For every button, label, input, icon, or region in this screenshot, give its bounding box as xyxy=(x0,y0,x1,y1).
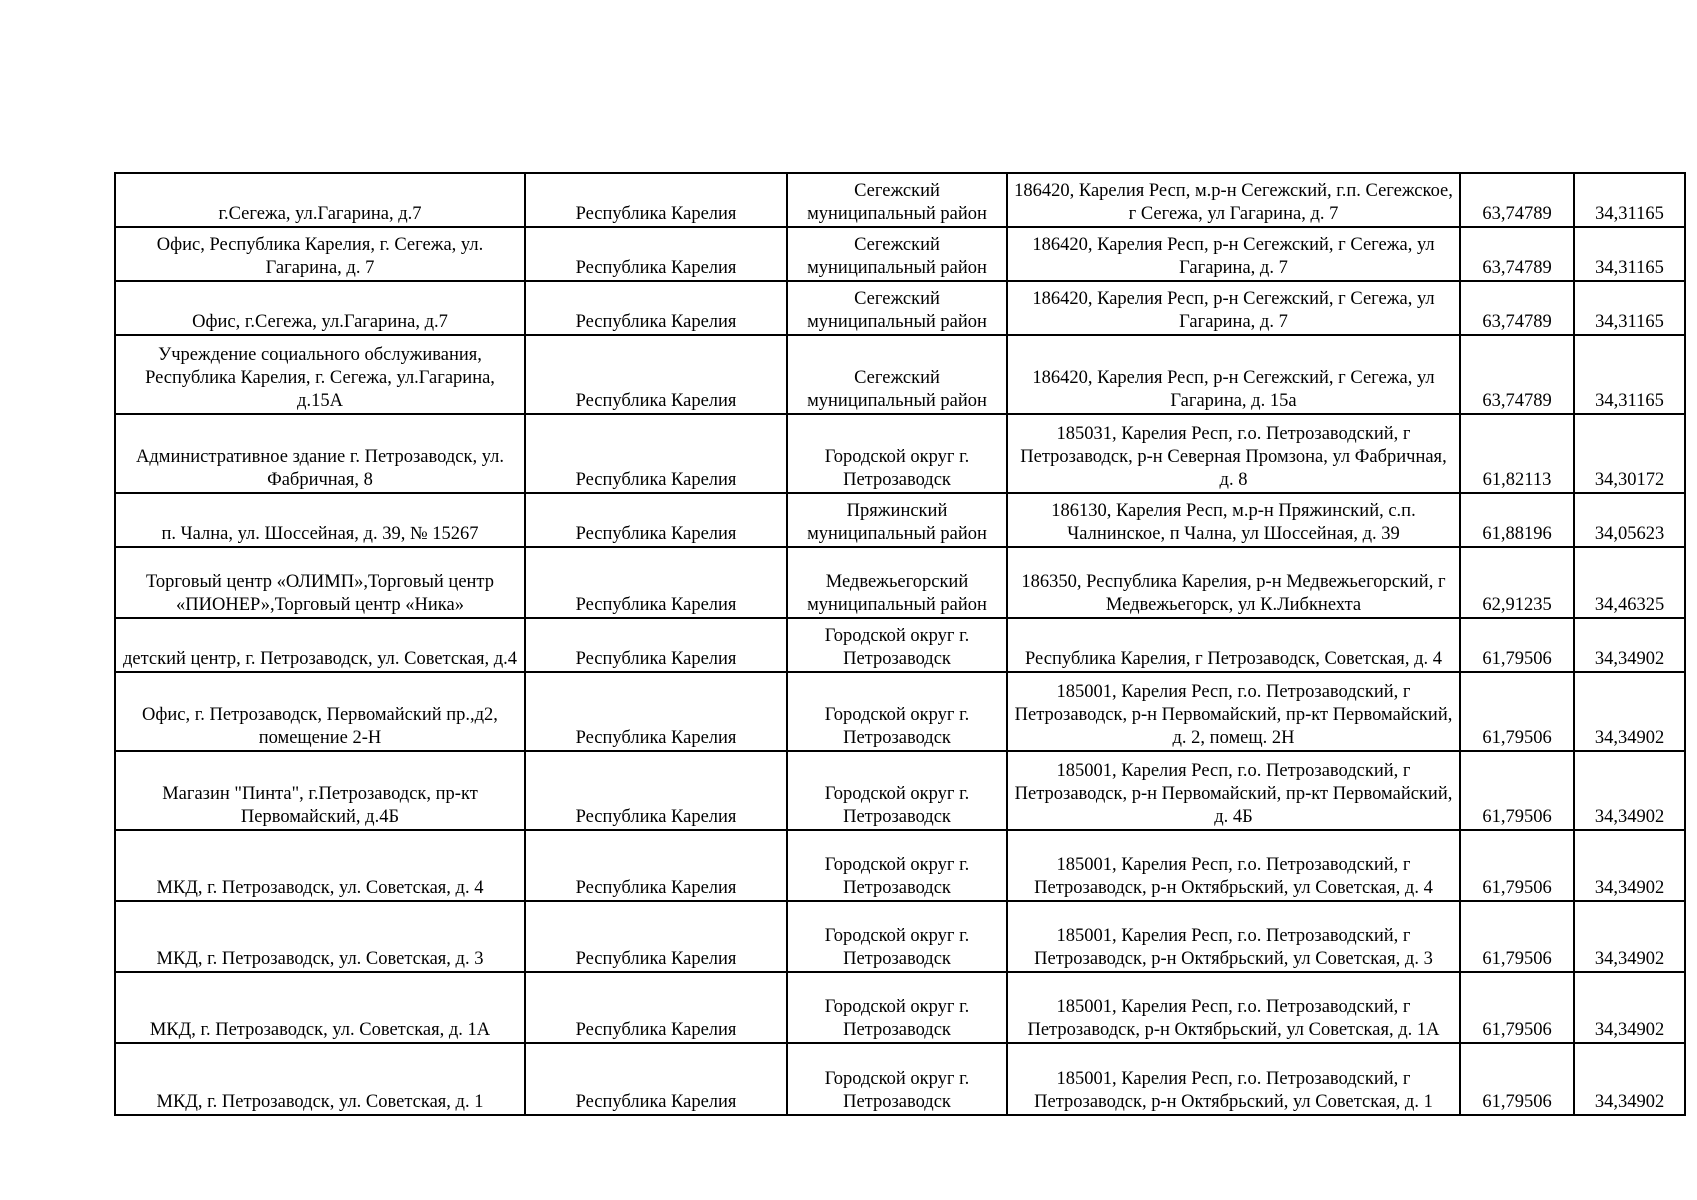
locations-table xyxy=(114,172,1686,1116)
cell-object-name: Административное здание г. Петрозаводск, ул. Фабричная, 8 xyxy=(115,414,525,493)
cell-address: 186420, Карелия Респ, р-н Сегежский, г Сегежа, ул Гагарина, д. 7 xyxy=(1007,227,1460,281)
cell-address: 186420, Карелия Респ, р-н Сегежский, г Сегежа, ул Гагарина, д. 7 xyxy=(1007,281,1460,335)
cell-longitude: 34,31165 xyxy=(1574,335,1685,414)
cell-longitude: 34,31165 xyxy=(1574,173,1685,227)
cell-latitude: 61,79506 xyxy=(1460,618,1574,672)
cell-region: Республика Карелия xyxy=(525,227,787,281)
cell-latitude: 62,91235 xyxy=(1460,547,1574,618)
cell-address: 186350, Республика Карелия, р-н Медвежьегорский, г Медвежьегорск, ул К.Либкнехта xyxy=(1007,547,1460,618)
cell-address: 185001, Карелия Респ, г.о. Петрозаводский, г Петрозаводск, р-н Первомайский, пр-кт Первомайский, д. 2, помещ. 2Н xyxy=(1007,672,1460,751)
table-row xyxy=(115,972,1685,1043)
cell-object-name: МКД, г. Петрозаводск, ул. Советская, д. 1 xyxy=(115,1043,525,1115)
cell-longitude: 34,34902 xyxy=(1574,972,1685,1043)
cell-longitude: 34,31165 xyxy=(1574,227,1685,281)
cell-latitude: 63,74789 xyxy=(1460,173,1574,227)
cell-longitude: 34,46325 xyxy=(1574,547,1685,618)
cell-region: Республика Карелия xyxy=(525,618,787,672)
cell-latitude: 61,79506 xyxy=(1460,972,1574,1043)
cell-region: Республика Карелия xyxy=(525,493,787,547)
cell-longitude: 34,34902 xyxy=(1574,618,1685,672)
cell-longitude: 34,30172 xyxy=(1574,414,1685,493)
cell-region: Республика Карелия xyxy=(525,281,787,335)
cell-object-name: Торговый центр «ОЛИМП»,Торговый центр «ПИОНЕР»,Торговый центр «Ника» xyxy=(115,547,525,618)
table-row xyxy=(115,281,1685,335)
cell-district: Городской округ г. Петрозаводск xyxy=(787,672,1007,751)
cell-address: 185001, Карелия Респ, г.о. Петрозаводский, г Петрозаводск, р-н Октябрьский, ул Советская, д. 1 xyxy=(1007,1043,1460,1115)
cell-district: Пряжинский муниципальный район xyxy=(787,493,1007,547)
table-row xyxy=(115,493,1685,547)
cell-latitude: 61,88196 xyxy=(1460,493,1574,547)
cell-latitude: 61,79506 xyxy=(1460,751,1574,830)
cell-latitude: 61,79506 xyxy=(1460,672,1574,751)
cell-district: Городской округ г. Петрозаводск xyxy=(787,972,1007,1043)
cell-longitude: 34,34902 xyxy=(1574,1043,1685,1115)
cell-region: Республика Карелия xyxy=(525,547,787,618)
cell-longitude: 34,34902 xyxy=(1574,751,1685,830)
cell-district: Медвежьегорский муниципальный район xyxy=(787,547,1007,618)
cell-address: Республика Карелия, г Петрозаводск, Советская, д. 4 xyxy=(1007,618,1460,672)
table-row xyxy=(115,227,1685,281)
cell-district: Сегежский муниципальный район xyxy=(787,227,1007,281)
table-row xyxy=(115,672,1685,751)
table-row xyxy=(115,751,1685,830)
cell-address: 186420, Карелия Респ, м.р-н Сегежский, г.п. Сегежское, г Сегежа, ул Гагарина, д. 7 xyxy=(1007,173,1460,227)
cell-region: Республика Карелия xyxy=(525,751,787,830)
cell-object-name: Офис, г.Сегежа, ул.Гагарина, д.7 xyxy=(115,281,525,335)
cell-longitude: 34,34902 xyxy=(1574,672,1685,751)
table-row xyxy=(115,830,1685,901)
cell-object-name: г.Сегежа, ул.Гагарина, д.7 xyxy=(115,173,525,227)
table-row xyxy=(115,618,1685,672)
table-row xyxy=(115,173,1685,227)
cell-district: Городской округ г. Петрозаводск xyxy=(787,1043,1007,1115)
table-body xyxy=(115,173,1685,1115)
cell-latitude: 63,74789 xyxy=(1460,227,1574,281)
cell-object-name: Офис, Республика Карелия, г. Сегежа, ул. Гагарина, д. 7 xyxy=(115,227,525,281)
cell-address: 185001, Карелия Респ, г.о. Петрозаводский, г Петрозаводск, р-н Первомайский, пр-кт Первомайский, д. 4Б xyxy=(1007,751,1460,830)
cell-latitude: 63,74789 xyxy=(1460,335,1574,414)
cell-object-name: Магазин "Пинта", г.Петрозаводск, пр-кт Первомайский, д.4Б xyxy=(115,751,525,830)
cell-region: Республика Карелия xyxy=(525,414,787,493)
cell-region: Республика Карелия xyxy=(525,830,787,901)
cell-object-name: п. Чална, ул. Шоссейная, д. 39, № 15267 xyxy=(115,493,525,547)
table-row xyxy=(115,1043,1685,1115)
cell-object-name: МКД, г. Петрозаводск, ул. Советская, д. 1А xyxy=(115,972,525,1043)
cell-latitude: 61,82113 xyxy=(1460,414,1574,493)
cell-region: Республика Карелия xyxy=(525,972,787,1043)
cell-district: Городской округ г. Петрозаводск xyxy=(787,618,1007,672)
cell-object-name: МКД, г. Петрозаводск, ул. Советская, д. 4 xyxy=(115,830,525,901)
cell-latitude: 61,79506 xyxy=(1460,830,1574,901)
cell-object-name: Офис, г. Петрозаводск, Первомайский пр.,д2, помещение 2-Н xyxy=(115,672,525,751)
cell-longitude: 34,34902 xyxy=(1574,901,1685,972)
cell-latitude: 61,79506 xyxy=(1460,1043,1574,1115)
cell-address: 185031, Карелия Респ, г.о. Петрозаводский, г Петрозаводск, р-н Северная Промзона, ул Фабричная, д. 8 xyxy=(1007,414,1460,493)
cell-address: 185001, Карелия Респ, г.о. Петрозаводский, г Петрозаводск, р-н Октябрьский, ул Советская, д. 3 xyxy=(1007,901,1460,972)
cell-longitude: 34,34902 xyxy=(1574,830,1685,901)
cell-latitude: 61,79506 xyxy=(1460,901,1574,972)
cell-district: Городской округ г. Петрозаводск xyxy=(787,414,1007,493)
cell-region: Республика Карелия xyxy=(525,173,787,227)
cell-district: Сегежский муниципальный район xyxy=(787,173,1007,227)
table-row xyxy=(115,547,1685,618)
cell-region: Республика Карелия xyxy=(525,901,787,972)
cell-latitude: 63,74789 xyxy=(1460,281,1574,335)
cell-district: Сегежский муниципальный район xyxy=(787,281,1007,335)
table-row xyxy=(115,335,1685,414)
cell-longitude: 34,31165 xyxy=(1574,281,1685,335)
cell-region: Республика Карелия xyxy=(525,335,787,414)
cell-region: Республика Карелия xyxy=(525,672,787,751)
cell-district: Городской округ г. Петрозаводск xyxy=(787,751,1007,830)
cell-address: 186420, Карелия Респ, р-н Сегежский, г Сегежа, ул Гагарина, д. 15а xyxy=(1007,335,1460,414)
cell-object-name: детский центр, г. Петрозаводск, ул. Советская, д.4 xyxy=(115,618,525,672)
cell-object-name: Учреждение социального обслуживания, Республика Карелия, г. Сегежа, ул.Гагарина, д.15А xyxy=(115,335,525,414)
cell-object-name: МКД, г. Петрозаводск, ул. Советская, д. 3 xyxy=(115,901,525,972)
cell-region: Республика Карелия xyxy=(525,1043,787,1115)
table-row xyxy=(115,414,1685,493)
cell-address: 185001, Карелия Респ, г.о. Петрозаводский, г Петрозаводск, р-н Октябрьский, ул Советская, д. 1А xyxy=(1007,972,1460,1043)
cell-district: Городской округ г. Петрозаводск xyxy=(787,830,1007,901)
cell-district: Городской округ г. Петрозаводск xyxy=(787,901,1007,972)
cell-longitude: 34,05623 xyxy=(1574,493,1685,547)
cell-address: 186130, Карелия Респ, м.р-н Пряжинский, с.п. Чалнинское, п Чална, ул Шоссейная, д. 39 xyxy=(1007,493,1460,547)
table-row xyxy=(115,901,1685,972)
cell-district: Сегежский муниципальный район xyxy=(787,335,1007,414)
cell-address: 185001, Карелия Респ, г.о. Петрозаводский, г Петрозаводск, р-н Октябрьский, ул Советская, д. 4 xyxy=(1007,830,1460,901)
